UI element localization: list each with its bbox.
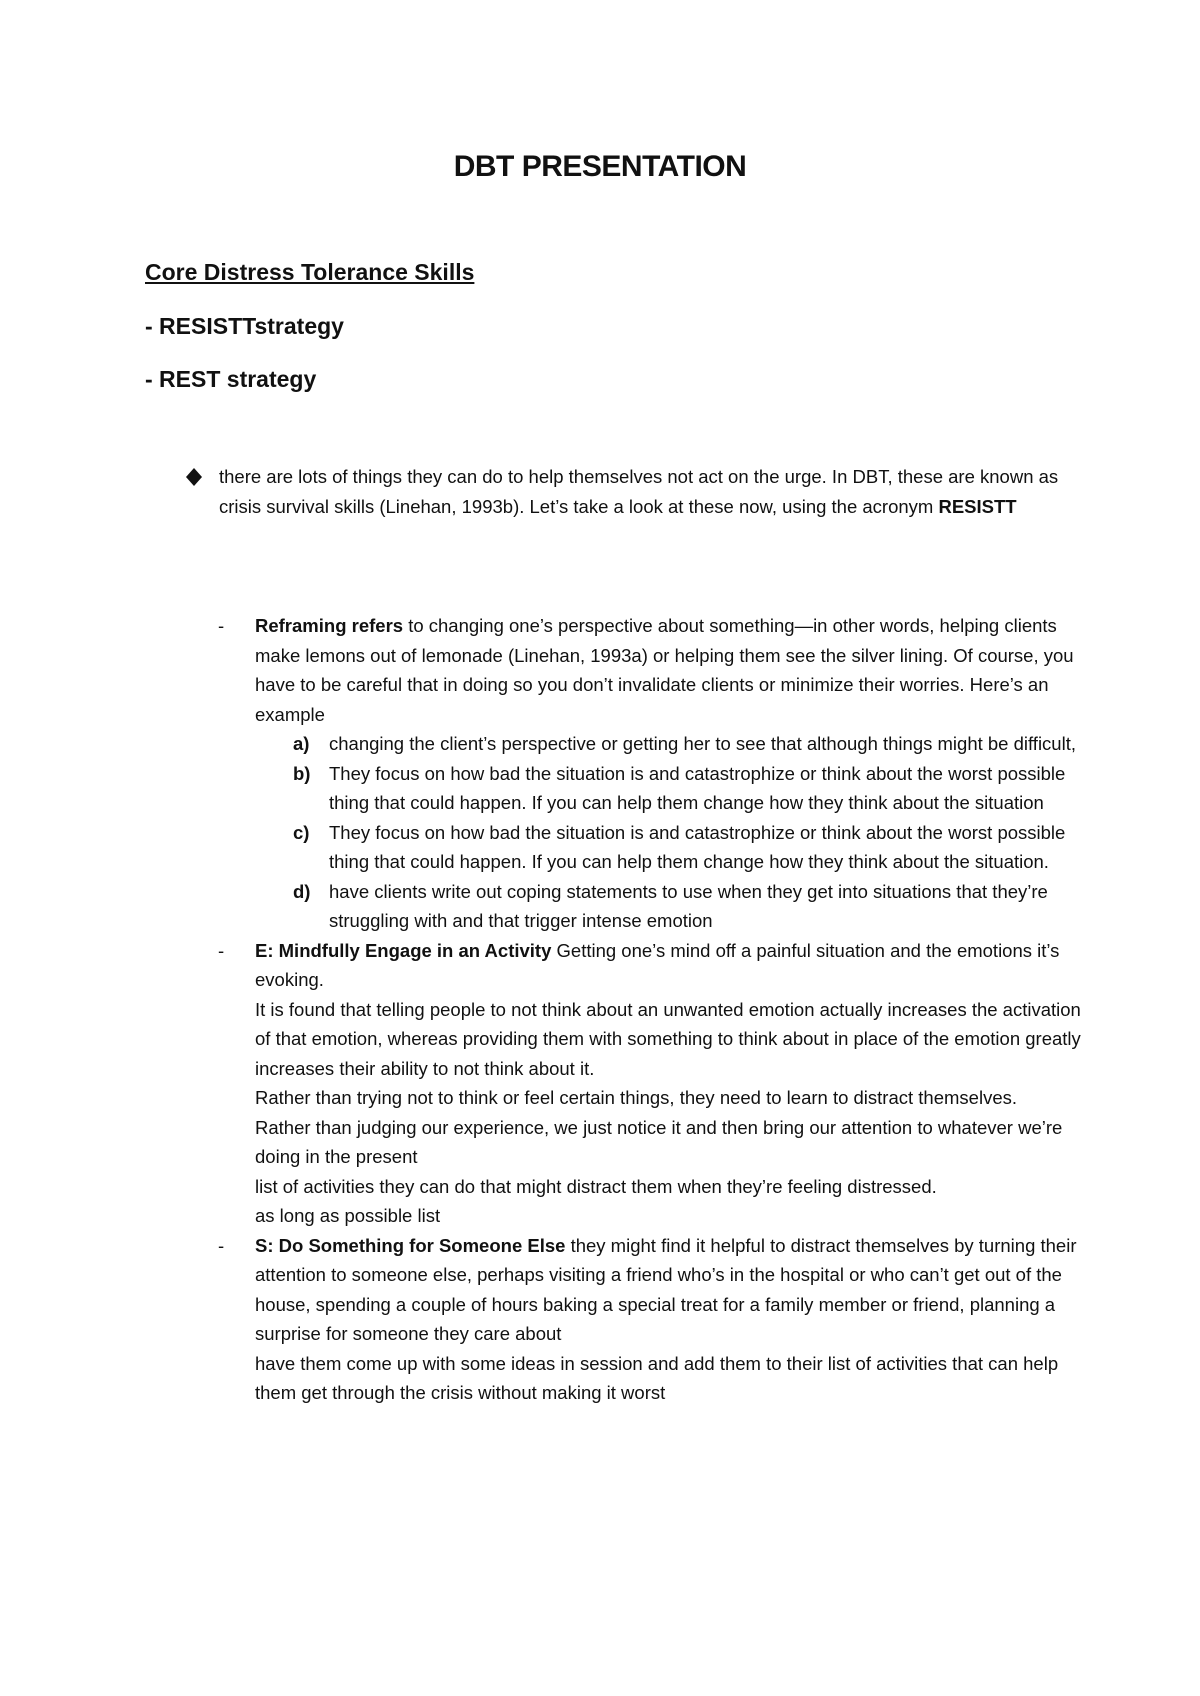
diamond-bullet-icon — [185, 466, 203, 488]
skills-list — [218, 611, 1098, 1408]
sub-item-text: changing the client’s perspective or getting her to see that although things might be difficult, — [329, 733, 1076, 754]
strategy-rest: - REST strategy — [145, 366, 317, 392]
sub-list-item — [255, 729, 1098, 759]
someone-else-text: they might find it helpful to distract themselves by turning their attention to someone else, perhaps visiting a friend who’s in the hospital or who can’t get out of the house, spending a couple of hours baking a special treat for a family member or friend, planning a surprise for someone they care about — [255, 1234, 1077, 1344]
someone-else-line: have them come up with some ideas in session and add them to their list of activities that can help them get through the crisis without making it worst — [255, 1352, 1059, 1403]
document-title: DBT PRESENTATION — [453, 150, 747, 183]
sub-item-text: They focus on how bad the situation is and catastrophize or think about the worst possible thing that could happen. If you can help them change how they think about the situation. — [329, 821, 1066, 872]
list-item-reframing — [218, 611, 1098, 936]
someone-else-paragraph — [255, 1231, 1098, 1349]
reframing-lead: Reframing refers — [255, 615, 404, 636]
section-heading: Core Distress Tolerance Skills — [145, 259, 475, 285]
sub-item-text: They focus on how bad the situation is and catastrophize or think about the worst possible thing that could happen. If you can help them change how they think about the situation — [329, 762, 1066, 813]
engage-line: It is found that telling people to not think about an unwanted emotion actually increases the activation of that emotion, whereas providing them with something to think about in place of the emotion greatly increases their ability to not think about it. — [255, 998, 1081, 1079]
sub-item-letter: b) — [293, 762, 311, 784]
reframing-sub-list — [255, 729, 1098, 936]
engage-line: as long as possible list — [255, 1205, 441, 1226]
sub-item-letter: d) — [293, 880, 311, 902]
sub-item-letter: a) — [293, 733, 310, 754]
intro-acronym: RESISTT — [938, 495, 1017, 517]
dash-marker: - — [218, 939, 225, 961]
sub-list-item — [255, 759, 1098, 818]
dash-marker: - — [218, 1234, 225, 1256]
engage-line: Rather than judging our experience, we just notice it and then bring our attention to whatever we’re doing in the present — [255, 1116, 1063, 1167]
list-item-engage — [218, 936, 1098, 1231]
dash-marker: - — [218, 615, 225, 636]
sub-list-item — [255, 818, 1098, 877]
sub-item-text: have clients write out coping statements to use when they get into situations that they’re struggling with and that trigger intense emotion — [329, 880, 1048, 931]
engage-line: list of activities they can do that might distract them when they’re feeling distressed. — [255, 1175, 937, 1197]
reframing-paragraph — [255, 611, 1098, 729]
someone-else-lead: S: Do Something for Someone Else — [255, 1234, 566, 1256]
engage-lead: E: Mindfully Engage in an Activity — [255, 939, 552, 961]
engage-paragraph — [255, 936, 1098, 995]
strategy-resistt: - RESISTTstrategy — [145, 313, 344, 339]
list-item-someone-else — [218, 1231, 1098, 1408]
engage-text: Getting one’s mind off a painful situation and the emotions it’s evoking. — [255, 939, 1060, 990]
engage-line: Rather than trying not to think or feel certain things, they need to learn to distract themselves. — [255, 1087, 1017, 1108]
intro-bullet — [185, 462, 1085, 521]
reframing-text: to changing one’s perspective about something—in other words, helping clients make lemons out of lemonade (Linehan, 1993a) or helping them see the silver lining. Of course, you have to be careful that in doing so you don’t invalidate clients or minimize their worries. Here’s an example — [255, 615, 1074, 725]
sub-item-letter: c) — [293, 821, 310, 843]
intro-paragraph — [219, 462, 1079, 521]
intro-text: there are lots of things they can do to help themselves not act on the urge. In DBT, these are known as crisis survival skills (Linehan, 1993b). Let’s take a look at these now, using the acronym — [219, 466, 1059, 517]
sub-list-item — [255, 877, 1098, 936]
